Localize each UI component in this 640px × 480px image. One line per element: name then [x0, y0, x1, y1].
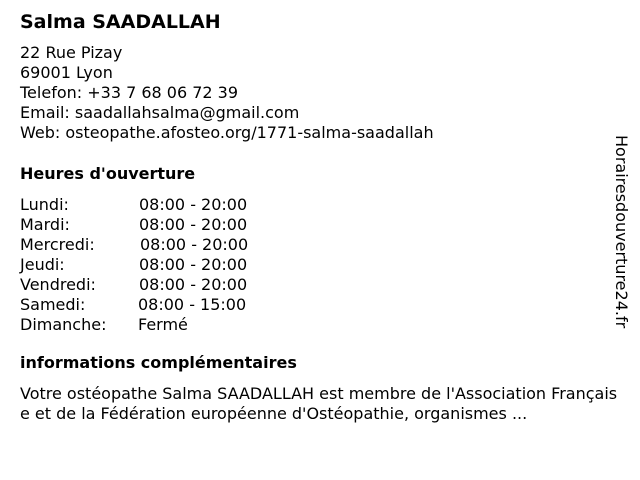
address-street: 22 Rue Pizay: [20, 43, 123, 62]
hours-time: Fermé: [138, 315, 188, 334]
hours-time: 08:00 - 20:00: [139, 215, 248, 234]
site-watermark: Horairesdouverture24.fr: [612, 135, 631, 329]
info-heading: informations complémentaires: [20, 353, 297, 372]
hours-day: Vendredi:: [20, 275, 96, 294]
hours-time: 08:00 - 15:00: [138, 295, 247, 314]
hours-heading: Heures d'ouverture: [20, 164, 196, 183]
phone-line: Telefon: +33 7 68 06 72 39: [20, 83, 239, 102]
hours-day: Dimanche:: [20, 315, 107, 334]
hours-day: Mercredi:: [20, 235, 95, 254]
hours-day: Samedi:: [20, 295, 86, 314]
hours-time: 08:00 - 20:00: [139, 255, 248, 274]
address-city: 69001 Lyon: [20, 63, 113, 82]
hours-time: 08:00 - 20:00: [139, 275, 248, 294]
hours-day: Mardi:: [20, 215, 70, 234]
web-line: Web: osteopathe.afosteo.org/1771-salma-saadallah: [20, 123, 434, 142]
hours-time: 08:00 - 20:00: [140, 235, 249, 254]
hours-day: Jeudi:: [20, 255, 65, 274]
info-text: Votre ostéopathe Salma SAADALLAH est membre de l'Association Française et de la Fédération européenne d'Ostéopathie, organismes ...: [20, 384, 618, 423]
business-name: Salma SAADALLAH: [20, 11, 221, 33]
contact-block: [20, 43, 434, 143]
hours-time: 08:00 - 20:00: [139, 195, 248, 214]
email-line: Email: saadallahsalma@gmail.com: [20, 103, 300, 122]
hours-day: Lundi:: [20, 195, 69, 214]
